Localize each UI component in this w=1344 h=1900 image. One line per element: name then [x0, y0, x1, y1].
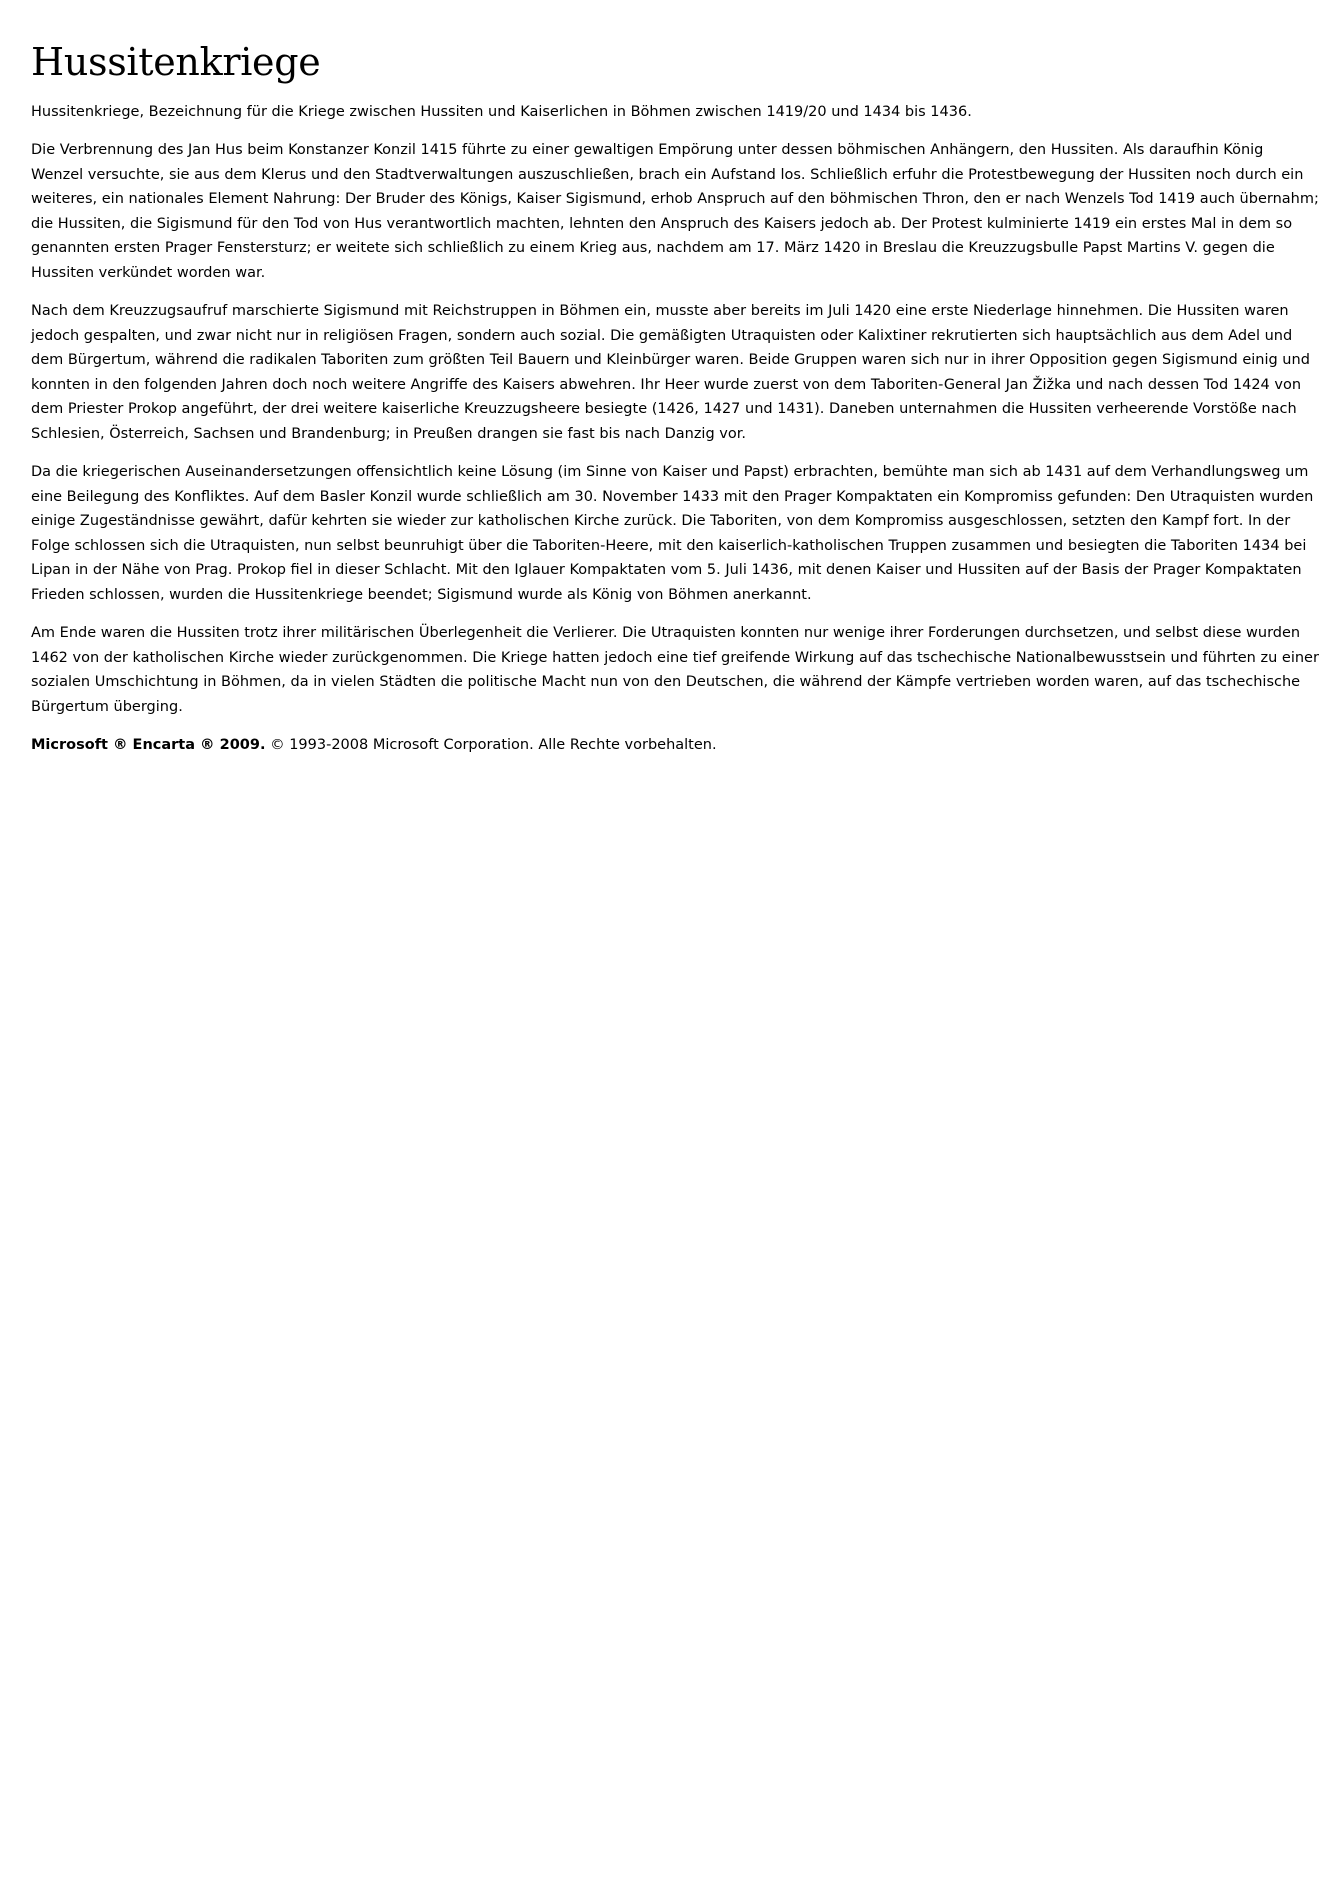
copyright-line	[31, 733, 1319, 758]
article	[31, 40, 1319, 772]
article-paragraph: Nach dem Kreuzzugsaufruf marschierte Sigismund mit Reichstruppen in Böhmen ein, musste aber bereits im Juli 1420 eine erste Niederlage hinnehmen. Die Hussiten waren jedoch gespalten, und zwar nicht nur in religiösen Fragen, sondern auch sozial. Die gemäßigten Utraquisten oder Kalixtiner rekrutierten sich hauptsächlich aus dem Adel und dem Bürgertum, während die radikalen Taboriten zum größten Teil Bauern und Kleinbürger waren. Beide Gruppen waren sich nur in ihrer Opposition gegen Sigismund einig und konnten in den folgenden Jahren doch noch weitere Angriffe des Kaisers abwehren. Ihr Heer wurde zuerst von dem Taboriten-General Jan Žižka und nach dessen Tod 1424 von dem Priester Prokop angeführt, der drei weitere kaiserliche Kreuzzugsheere besiegte (1426, 1427 und 1431). Daneben unternahmen die Hussiten verheerende Vorstöße nach Schlesien, Österreich, Sachsen und Brandenburg; in Preußen drangen sie fast bis nach Danzig vor.	[31, 303, 1310, 442]
copyright-source: Microsoft ® Encarta ® 2009.	[31, 737, 266, 754]
article-title: Hussitenkriege	[31, 40, 321, 84]
article-paragraph: Die Verbrennung des Jan Hus beim Konstanzer Konzil 1415 führte zu einer gewaltigen Empörung unter dessen böhmischen Anhängern, den Hussiten. Als daraufhin König Wenzel versuchte, sie aus dem Klerus und den Stadtverwaltungen auszuschließen, brach ein Aufstand los. Schließlich erfuhr die Protestbewegung der Hussiten noch durch ein weiteres, ein nationales Element Nahrung: Der Bruder des Königs, Kaiser Sigismund, erhob Anspruch auf den böhmischen Thron, den er nach Wenzels Tod 1419 auch übernahm; die Hussiten, die Sigismund für den Tod von Hus verantwortlich machten, lehnten den Anspruch des Kaisers jedoch ab. Der Protest kulminierte 1419 ein erstes Mal in dem so genannten ersten Prager Fenstersturz; er weitete sich schließlich zu einem Krieg aus, nachdem am 17. März 1420 in Breslau die Kreuzzugsbulle Papst Martins V. gegen die Hussiten verkündet worden war.	[31, 142, 1319, 281]
article-paragraph: Da die kriegerischen Auseinandersetzungen offensichtlich keine Lösung (im Sinne von Kaiser und Papst) erbrachten, bemühte man sich ab 1431 auf dem Verhandlungsweg um eine Beilegung des Konfliktes. Auf dem Basler Konzil wurde schließlich am 30. November 1433 mit den Prager Kompaktaten ein Kompromiss gefunden: Den Utraquisten wurden einige Zugeständnisse gewährt, dafür kehrten sie wieder zur katholischen Kirche zurück. Die Taboriten, von dem Kompromiss ausgeschlossen, setzten den Kampf fort. In der Folge schlossen sich die Utraquisten, nun selbst beunruhigt über die Taboriten-Heere, mit den kaiserlich-katholischen Truppen zusammen und besiegten die Taboriten 1434 bei Lipan in der Nähe von Prag. Prokop fiel in dieser Schlacht. Mit den Iglauer Kompaktaten vom 5. Juli 1436, mit denen Kaiser und Hussiten auf der Basis der Prager Kompaktaten Frieden schlossen, wurden die Hussitenkriege beendet; Sigismund wurde als König von Böhmen anerkannt.	[31, 464, 1314, 603]
copyright-notice: © 1993-2008 Microsoft Corporation. Alle Rechte vorbehalten.	[270, 737, 717, 754]
article-paragraph: Am Ende waren die Hussiten trotz ihrer militärischen Überlegenheit die Verlierer. Die Utraquisten konnten nur wenige ihrer Forderungen durchsetzen, und selbst diese wurden 1462 von der katholischen Kirche wieder zurückgenommen. Die Kriege hatten jedoch eine tief greifende Wirkung auf das tschechische Nationalbewusstsein und führten zu einer sozialen Umschichtung in Böhmen, da in vielen Städten die politische Macht nun von den Deutschen, die während der Kämpfe vertrieben worden waren, auf das tschechische Bürgertum überging.	[31, 625, 1319, 715]
article-intro-paragraph: Hussitenkriege, Bezeichnung für die Kriege zwischen Hussiten und Kaiserlichen in Böhmen zwischen 1419/20 und 1434 bis 1436.	[31, 103, 972, 120]
